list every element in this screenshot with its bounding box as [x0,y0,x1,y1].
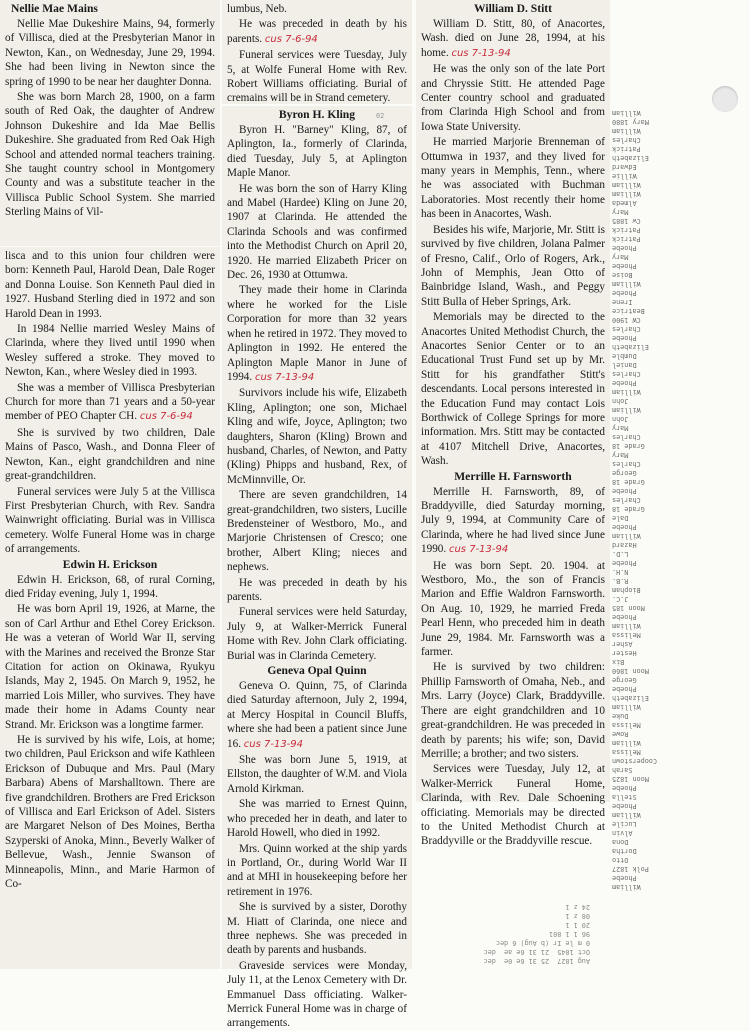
obituary-clipping-mains [0,0,220,246]
obituary-title: Edwin H. Erickson [62,557,158,571]
handwritten-date-note: cus 7-13-94 [243,738,304,750]
obituary-paragraph: Besides his wife, Marjorie, Mr. Stitt is survived by five children, Jolana Palmer of Fresno, Calif., Orlo of Rogers, Ark., John of Memphis, Jean Otto of Bainbridge Island, Wash., and Peggy Stitt Bulla of Heber Springs, Ark. [421,223,605,308]
obituary-paragraph: Memorials may be directed to the Anacortes United Methodist Church, the Anacortes Senior Center or to an Educational Trust Fund set up by Mr. Stitt for his grandfather Stitt's descendants. Local persons interested in the Education Fund may contact Lois Borthwick of College Springs for more information. Mrs. Stitt may be contacted at 4107 Mitchell Drive, Anacortes, Wash. [421,311,605,468]
obituary-paragraph: In 1984 Nellie married Wesley Mains of Clarinda, where they lived until 1990 when Wesley suffered a stroke. They moved to Newton, Kan., where Wesley died in 1993. [5,323,215,379]
obituary-text: Geneva O. Quinn, 75, of Clarinda died Saturday afternoon, July 2, 1994, at Mercy Hospital in Council Bluffs, where she had been a patient since June 16. [227,680,407,750]
obituary-paragraph: Edwin H. Erickson, 68, of rural Corning, died Friday evening, July 1, 1994. [5,573,215,600]
obituary-title: Merrille H. Farnsworth [454,469,572,483]
obituary-paragraph: He married Marjorie Brenneman of Ottumwa in 1937, and they lived for many years in Memphis, Tenn., where he was associated with Buchman Laboratories. Most recently their home has been in Anacortes, Wash. [421,136,605,221]
obituary-title: Nellie Mae Mains [11,2,98,15]
obituary-paragraph: He was preceded in death by his parents. [227,576,407,603]
obituary-paragraph: He was born April 19, 1926, at Marne, the son of Carl Arthur and Ethel Corey Erickson. He was a veteran of World War II, serving with the Marines and received the Bronze Star Citation for action on Okinawa, Ryukyu Islands, May 2, 1945. On March 9, 1952, he married Lois Miller, who survives. They have made their home in Adams County near Strand. Mr. Erickson was a longtime farmer. [5,603,215,731]
obituary-paragraph: He was born Sept. 20. 1904. at Westboro, Mo., the son of Francis Marion and Effie Waldron Farnsworth. On Aug. 10, 1929, he married Freda Pearl Henn, who preceded him in death June 29, 1984. Mr. Farnsworth was a farmer. [421,559,605,659]
obituary-paragraph: He was born the son of Harry Kling and Mabel (Hardee) Kling on June 20, 1907 at Clarinda. He attended the Clarinda Schools and was confirmed into the Methodist Church on April 20, 1920. He married Elizabeth Pricer on Dec. 26, 1930 at Ottumwa. [227,182,407,282]
obituary-paragraph: He is survived by his wife, Lois, at home; two children, Paul Erickson and wife Kathleen Erickson of Dubuque and Mrs. Paul (Mary Barbara) Abens of Marshalltown. There are five grandchildren. Brothers are Fred Erickson of Villisca and Earl Erickson of Adel. Sisters are Margaret Nelson of Des Moines, Bertha Szyperski of Anoka, Minn., Beverly Walker of Bellevue, Wash., Jennie Swanson of Minneapolis, Minn., and Marie Harmon of Co- [5,734,215,891]
obituary-paragraph: She was born March 28, 1900, on a farm south of Red Oak, the daughter of Andrew Johnson Dukeshire and Ida Mae Bellis Dukeshire. She graduated from Red Oak High School and attended normal teachers training. She taught country school in Montgomery County and was a substitute teacher in the Villisca Public School System. She married Sterling Mains of Vil- [5,91,215,219]
obituary-text: William D. Stitt, 80, of Anacortes, Wash. died on June 28, 1994, at his home. [421,18,605,59]
obituary-paragraph: He was the only son of the late Port and Chryssie Stitt. He attended Page Center country school and graduated from Clarinda High School and from Iowa State University. [421,63,605,133]
obituary-paragraph: lumbus, Neb. [227,3,287,15]
obituary-paragraph: She was married to Ernest Quinn, who preceded her in death, and later to Harold Howell, who died in 1992. [227,798,407,840]
obituary-paragraph: There are seven grandchildren, 14 great-grandchildren, two sisters, Lucille Bredensteiner of Westboro, Mo., and Marjorie Christensen of Cresco; one brother, Albert Kling; nieces and nephews. [227,489,407,574]
obituary-paragraph: She is survived by two children, Dale Mains of Pasco, Wash., and Donna Fleer of Newton, Kan., eight grandchildren and nine great-grandchildren. [5,426,215,483]
obituary-text: Merrille H. Farnsworth, 89, of Braddyville, died Saturday morning, July 9, 1994, at Community Care of Clarinda, where he had lived since June 1990. [421,485,605,556]
obituary-paragraph: Nellie Mae Dukeshire Mains, 94, formerly of Villisca, died at the Presbyterian Manor in Newton, Kan., on Wednesday, June 29, 1994. She had been living in Newton since the spring of 1990 to be near her daughter Donna. [5,18,215,88]
obituary-text: He was preceded in death by his parents. [227,18,407,45]
obituary-clipping-mains-erickson [0,247,220,969]
handwritten-date-note: cus 7-6-94 [264,33,318,45]
bleed-through-text: William Phoebe Polk 1827 Otto Dortha Dona Alvin Lucile William Phoebe Stella Phoebe Moon 1825 Sarah Cooperstown Melissa William Rowe Melissa Duke William Elizabeth Phoebe George Moon 1860 Bix Hester Asher Melissa William Phoebe Moon 185 J.C. Biopham R.B. N.H. Phoebe L.D. Hazard William Phoebe Dale Grade 18 Charles Phoebe Grade 18 George Charles Mary Grade 18 Charles Mary John William John William Phoebe Charles Daniel Dumble Elizabeth Phoebe Charles CW 1900 Beatrice Irene Phoebe William Boise Phoebe Mary Phoebe Patrick Patrick Cw 1885 Mary Almeda William William Willie Edward Elizabeth Patrick Charles William Mary 1880 William [612,109,658,891]
obituary-paragraph: She was born June 5, 1919, at Ellston, the daughter of W.M. and Viola Arnold Kirkman. [227,754,407,795]
obituary-paragraph: Funeral services were July 5 at the Villisca First Presbyterian Church, with Rev. Sandra Wainwright officiating. Burial was in Villisca cemetery. Wolfe Funeral Home was in charge of arrangements. [5,485,215,556]
obituary-clipping-erickson-cont [222,0,412,104]
obituary-paragraph: Funeral services were held Saturday, July 9, at Walker-Merrick Funeral Home with Rev. John Clark officiating. Burial was in Clarinda Cemetery. [227,606,407,662]
obituary-paragraph [227,283,407,385]
obituary-text: She was a member of Villisca Presbyterian Church for more than 71 years and a 50-year member of PEO Chapter CH. [5,381,215,423]
obituary-paragraph: lisca and to this union four children were born: Kenneth Paul, Harold Dean, Dale Roger and Donna Louise. Son Kenneth Paul died in 1927. Husband Sterling died in 1972 and son Harold Dean in 1993. [5,250,215,320]
bleed-through-text: Aug 1827 25 31 6e 0e dec Oct 1845 21 31 6e ae dec 0 m le Ir (b Aug) 6 dec 96 1 1 801 20 1 1 08 z 1 24 z 1 [483,903,590,965]
obituary-paragraph [5,381,215,425]
obituary-paragraph: Funeral services were Tuesday, July 5, at Wolfe Funeral Home with Rev. Robert Williams officiating. Burial of cremains will be in Strand cemetery. [227,49,407,105]
obituary-paragraph: Survivors include his wife, Elizabeth Kling, Aplington; one son, Michael Kling and wife, Joyce, Aplington; two daughters, Sharon (Kling) Brown and husband, Charles, of Newton, and Patty (Kling) Phipps and husband, Rex, of McMinnville, Or. [227,387,407,486]
obituary-title: Geneva Opal Quinn [267,664,367,678]
obituary-paragraph [421,485,605,558]
handwritten-date-note: cus 7-6-94 [139,411,193,423]
obituary-text: They made their home in Clarinda where he worked for the Lisle Corporation for more than 32 years when he retired in 1972. They moved to Aplington in 1992. He entered the Aplington Maple Manor in June of 1994. [227,284,407,383]
obituary-paragraph: Byron H. "Barney" Kling, 87, of Aplington, Ia., formerly of Clarinda, died Tuesday, July 5, at Aplington Maple Manor. [227,124,407,180]
obituary-paragraph [227,17,407,47]
obituary-paragraph: Mrs. Quinn worked at the ship yards in Portland, Or., during World War II and at MHI in housekeeping before her retirement in 1976. [227,842,407,898]
obituary-paragraph: She is survived by a sister, Dorothy M. Hiatt of Clarinda, one niece and three nephews. She was preceded in death by parents and husbands. [227,901,407,957]
handwritten-date-note: cus 7-13-94 [448,544,509,556]
obituary-paragraph: Graveside services were Monday, July 11, at the Lenox Cemetery with Dr. Emmanuel Dass officiating. Walker-Merrick Funeral Home was in charge of arrangements. [227,959,407,1030]
handwritten-date-note: cus 7-13-94 [451,47,511,59]
obituary-title: William D. Stitt [473,2,553,15]
obituary-paragraph: He is survived by two children: Phillip Farnsworth of Omaha, Neb., and Mrs. Larry (Joyce) Clark, Braddyville. There are eight grandchildren and 10 great-grandchildren. He was preceded in death by parents; his wife; son, David Merrille; a brother; and two sisters. [421,661,605,760]
punch-hole [712,86,738,112]
obituary-clipping-stitt-farnsworth [416,0,610,848]
obituary-paragraph [227,679,407,752]
obituary-paragraph [421,17,605,61]
handwritten-date-note: cus 7-13-94 [254,371,315,383]
obituary-title: Byron H. Kling [278,108,356,121]
bleed-through-text: 02 [376,112,385,120]
obituary-clipping-kling-quinn [222,106,412,1030]
obituary-paragraph: Services were Tuesday, July 12, at Walker-Merrick Funeral Home, Clarinda, with Rev. Dale Schoening officiating. Memorials may be directed to the United Methodist Church at Braddyville or the Braddyville rescue. [421,763,605,848]
